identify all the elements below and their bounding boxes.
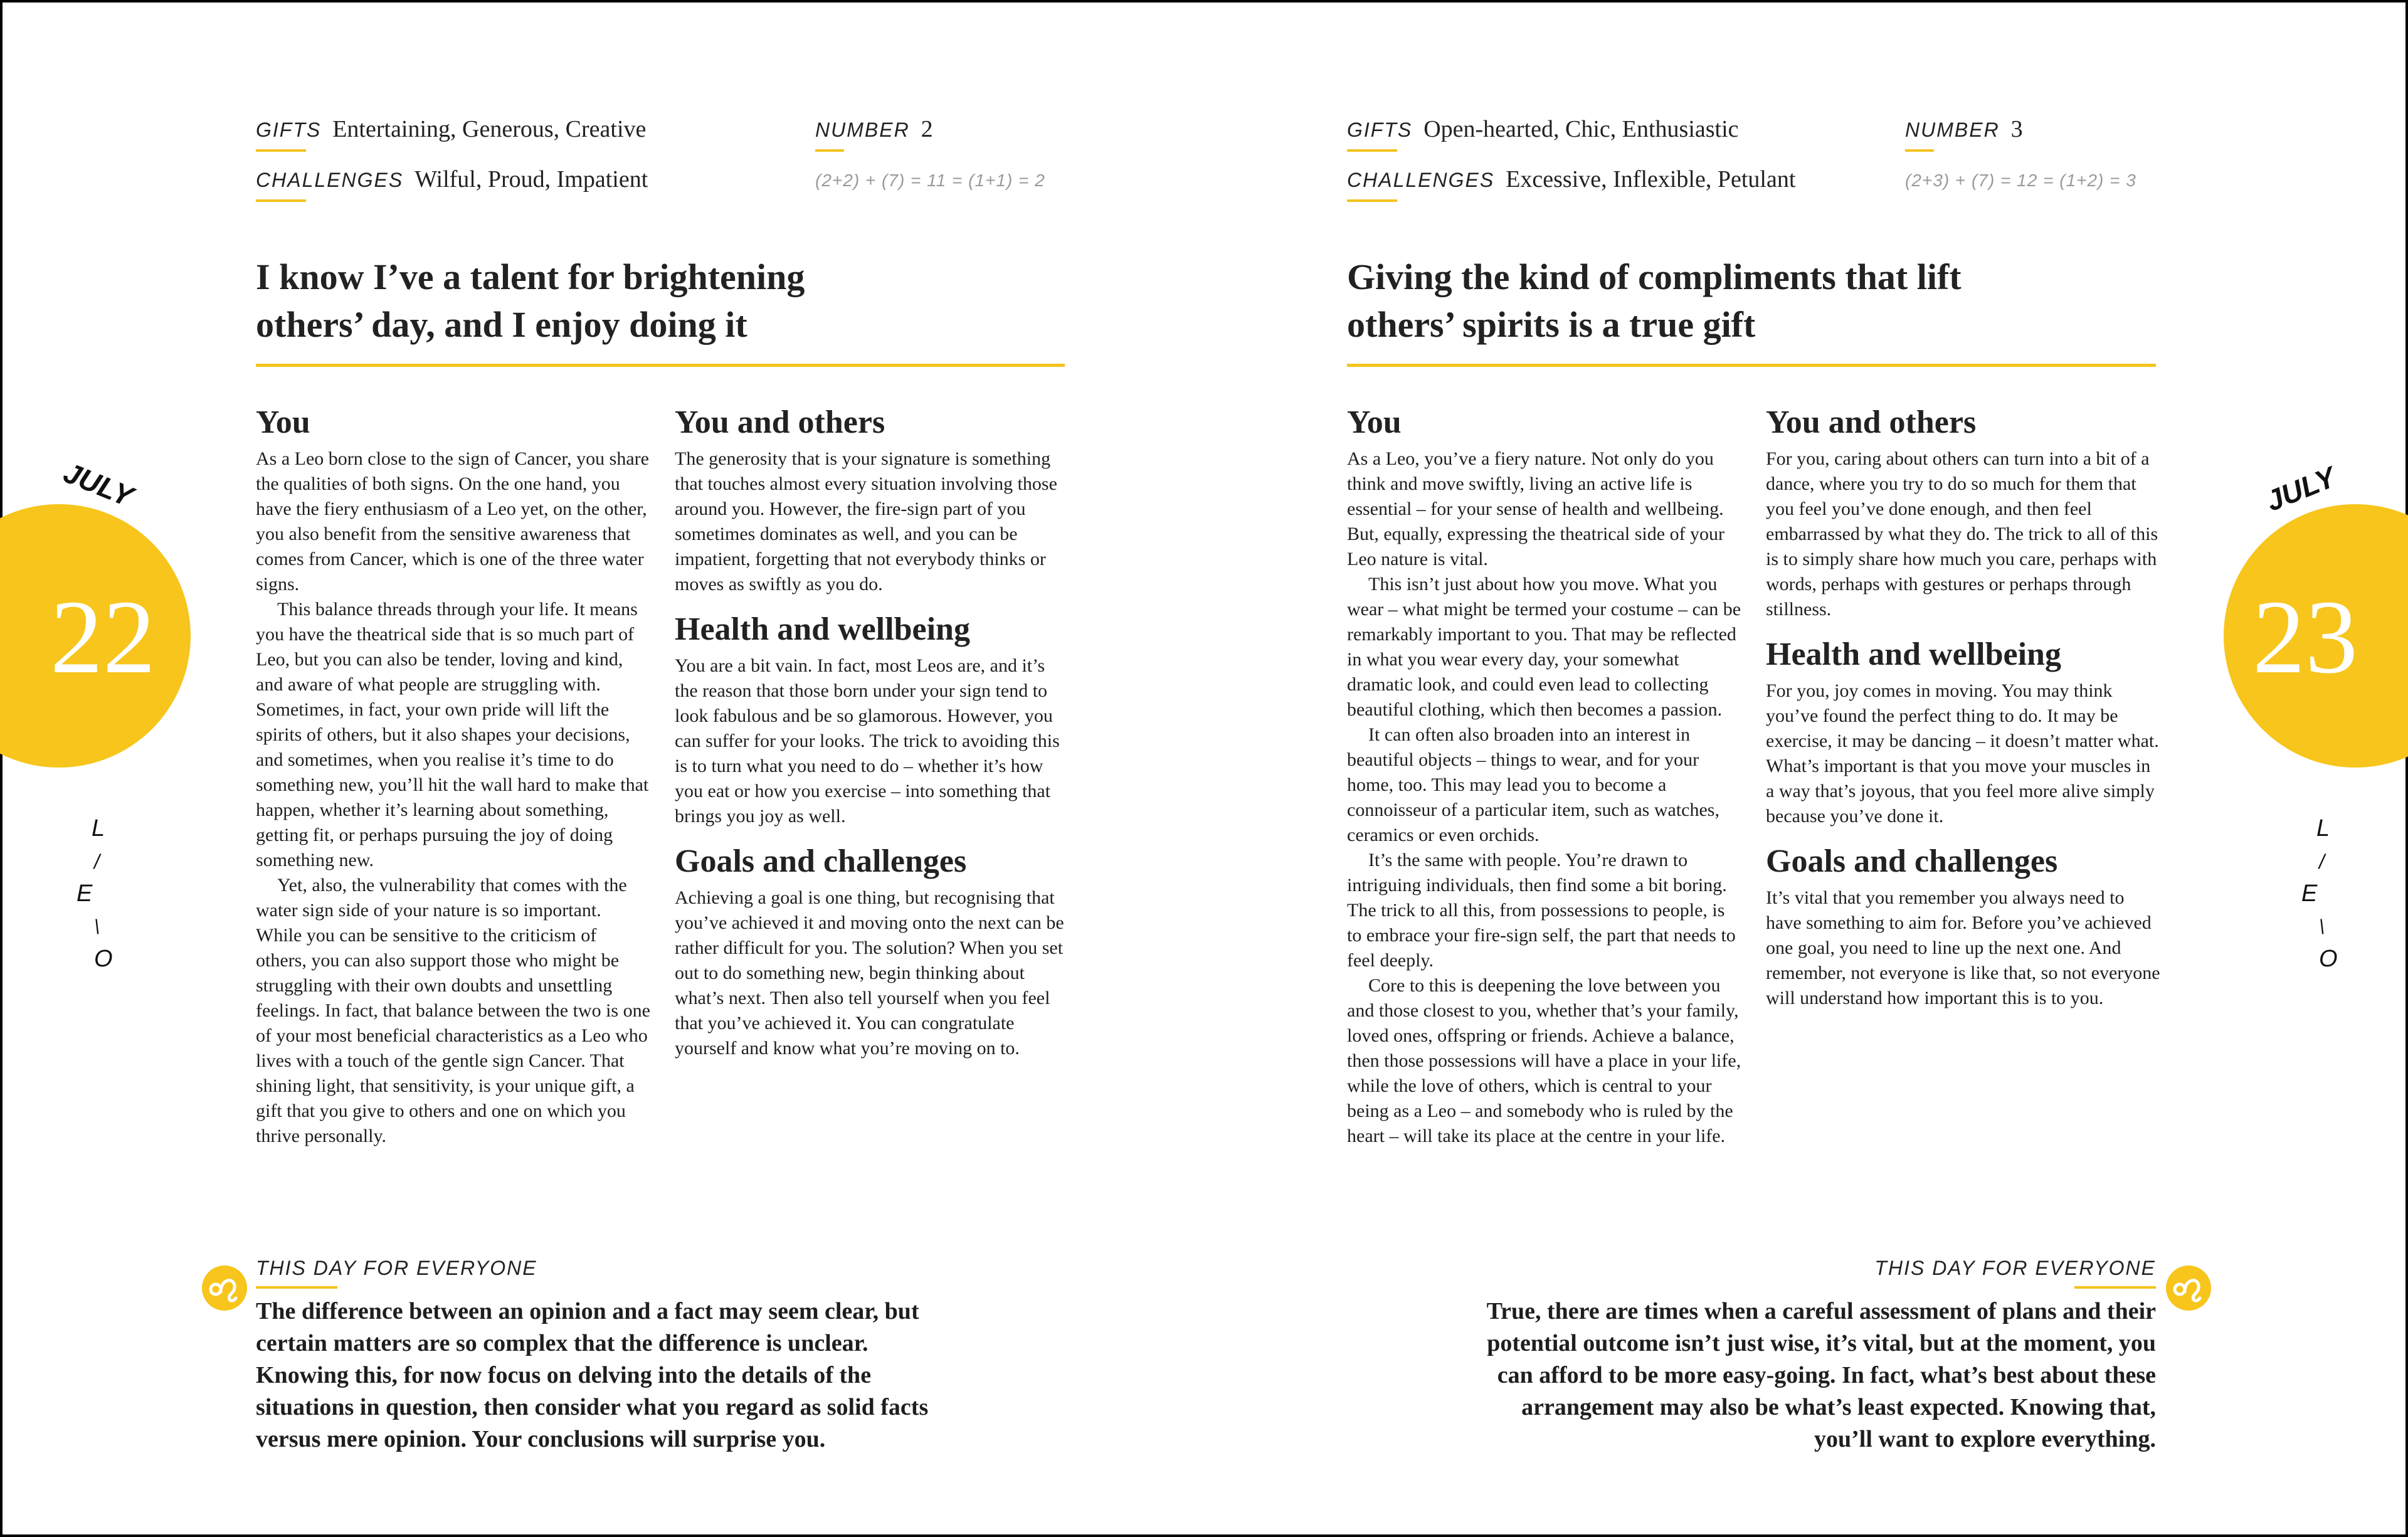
number-field [815,115,933,152]
paragraph: As a Leo, you’ve a fiery nature. Not only do you think and move swiftly, living an active life is essential – for your sense of health and wellbeing. But, equally, expressing the theatrical side of your Leo nature is vital. [1347,448,1725,569]
paragraph: Achieving a goal is one thing, but recognising that you’ve achieved it and moving onto the next can be rather difficult for you. The solution? When you set out to do something new, begin thinking about what’s next. Then also tell yourself when you feel that you’ve achieved it. You can congratulate yourself and know what you’re moving on to. [675,887,1064,1059]
number-calculation: (2+3) + (7) = 12 = (1+2) = 3 [1905,171,2136,190]
gifts-value: Entertaining, Generous, Creative [332,116,647,142]
section-title: Health and wellbeing [1766,636,2061,672]
paragraph: As a Leo born close to the sign of Cancer, you share the qualities of both signs. On the one hand, you have the fiery enthusiasm of a Leo yet, on the other, you also benefit from the sensitive awareness that comes from Cancer, which is one of the three water signs. [256,448,649,594]
paragraph: This balance threads through your life. It means you have the theatrical side that is so much part of Leo, but you can also be tender, loving and kind, and aware of what people are struggling with. Sometimes, in fact, your own pride will lift the spirits of others, but it also shapes your decisions, and sometimes, when you realise it’s time to do something new, you’ll hit the wall hard to make that happen, whether it’s learning about something, getting fit, or perhaps pursuing the joy of doing something new. [256,599,649,870]
section-you [1347,404,1742,1149]
everyone-text: The difference between an opinion and a fact may seem clear, but certain matters are so complex that the difference is unclear. Knowing this, for now focus on delving into the details of the situations in question, then consider what you regard as solid facts versus mere opinion. Your conclusions will surprise you. [256,1298,929,1452]
headline-line: I know I’ve a talent for brightening [256,256,805,297]
sign-letter: \ [94,916,100,938]
paragraph: You are a bit vain. In fact, most Leos are, and it’s the reason that those born under your sign tend to look fabulous and be so glamorous. However, you can suffer for your looks. The trick to avoiding this is to turn what you need to do – whether it’s how you eat or how you exercise – into something that brings you joy as well. [675,655,1060,827]
number-underline [815,149,844,152]
gifts-value: Open-hearted, Chic, Enthusiastic [1423,116,1739,142]
headline-rule [256,364,1065,367]
headline-rule [1347,364,2156,367]
everyone-label: THIS DAY FOR EVERYONE [256,1257,537,1279]
section-you-and-others [1766,404,2161,622]
section-body [256,446,651,1149]
headline-line: others’ spirits is a true gift [1347,304,1756,345]
section-goals [1766,843,2161,1011]
page-headline [256,253,1071,349]
gifts-underline [1347,149,1397,152]
section-title: You and others [675,404,885,440]
challenges-value: Wilful, Proud, Impatient [415,166,648,193]
everyone-label: THIS DAY FOR EVERYONE [1874,1257,2156,1279]
challenges-label: CHALLENGES [256,169,404,191]
paragraph: This isn’t just about how you move. What you wear – what might be termed your costume – can be remarkably important to you. That may be reflected in what you wear every day, your somewhat dramatic look, and could even lead to collecting beautiful clothing, which then becomes a passion. [1347,574,1741,720]
number-label: NUMBER [1905,119,2000,141]
section-goals [675,843,1070,1061]
challenges-label: CHALLENGES [1347,169,1495,191]
section-body [675,885,1070,1061]
month-label: JULY [59,455,138,513]
sign-letter: / [2319,850,2325,873]
number-field [1905,115,2023,152]
gifts-underline [256,149,306,152]
column-right [1766,404,2161,1025]
page-headline [1347,253,2162,349]
gifts-label: GIFTS [1347,119,1413,141]
everyone-label-field [1821,1257,2156,1289]
month-label: JULY [2261,460,2340,518]
everyone-underline [256,1286,337,1289]
sign-letter: \ [2319,916,2325,938]
column-left [256,404,651,1163]
column-right [675,404,1070,1075]
gifts-label: GIFTS [256,119,322,141]
day-number: 22 [50,579,156,695]
sign-letter: L [2316,815,2330,842]
everyone-underline [2074,1286,2156,1289]
sign-letter: L [92,815,105,842]
sign-letter: O [2319,946,2338,972]
challenges-field [1347,166,1795,202]
everyone-text: True, there are times when a careful assessment of plans and their potential outcome isn’t just wise, it’s vital, but at the moment, you can afford to be more easy-going. In fact, what’s best about these arrangement may also be what’s least expected. Knowing that, you’ll want to explore everything. [1486,1298,2156,1452]
section-title: You and others [1766,404,1977,440]
challenges-value: Excessive, Inflexible, Petulant [1506,166,1796,193]
paragraph: It can often also broaden into an interest in beautiful objects – things to wear, and for your home, too. This may lead you to become a connoisseur of a particular item, such as watches, ceramics or even orchids. [1347,724,1719,845]
headline-line: others’ day, and I enjoy doing it [256,304,747,345]
number-label: NUMBER [815,119,910,141]
challenges-underline [1347,199,1397,202]
leo-symbol-icon [202,1265,247,1311]
column-left [1347,404,1742,1163]
number-underline [1905,149,1934,152]
sign-letter: O [94,946,113,972]
section-health [1766,636,2161,829]
section-body [1766,679,2161,829]
section-title: Health and wellbeing [675,611,970,647]
headline-line: Giving the kind of compliments that lift [1347,256,1962,297]
number-value: 3 [2010,116,2023,142]
number-value: 2 [921,116,933,142]
section-you-and-others [675,404,1070,597]
section-body [1766,885,2161,1011]
number-calculation: (2+2) + (7) = 11 = (1+1) = 2 [815,171,1045,190]
section-health [675,611,1070,829]
day-number: 23 [2252,579,2358,695]
sign-letter: E [2301,880,2318,907]
paragraph: It’s the same with people. You’re drawn to intriguing individuals, then find some a bit boring. The trick to all this, from possessions to people, is to embrace your fire-sign self, the part that needs to feel deeply. [1347,850,1736,971]
everyone-label-field [256,1257,537,1289]
sign-letter: E [77,880,93,907]
section-you [256,404,651,1149]
challenges-field [256,166,648,202]
section-title: Goals and challenges [1766,843,2058,879]
gifts-field [1347,115,1739,152]
sign-letter: / [94,850,100,873]
section-body [675,653,1070,829]
challenges-underline [256,199,306,202]
section-body [1347,446,1742,1149]
section-body [1766,446,2161,622]
paragraph: Core to this is deepening the love between you and those closest to you, whether that’s your family, loved ones, offspring or friends. Achieve a balance, then those possessions will have a place in your life, while the love of others, which is central to your being as a Leo – and somebody who is ruled by the heart – will take its place at the centre in your life. [1347,975,1741,1146]
paragraph: It’s vital that you remember you always need to have something to aim for. Before you’ve achieved one goal, you need to line up the next one. And remember, not everyone is like that, so not everyone will understand how important this is to you. [1766,887,2160,1008]
section-body [675,446,1070,597]
section-title: You [256,404,310,440]
section-title: Goals and challenges [675,843,967,879]
paragraph: The generosity that is your signature is something that touches almost every situation involving those around you. However, the fire-sign part of you sometimes dominates as well, and you can be impatient, forgetting that not everybody thinks or moves as swiftly as you do. [675,448,1057,594]
section-title: You [1347,404,1402,440]
paragraph: For you, joy comes in moving. You may think you’ve found the perfect thing to do. It may be exercise, it may be dancing – it doesn’t matter what. What’s important is that you move your muscles in a way that’s joyous, that you feel more alive simply because you’ve done it. [1766,680,2159,827]
paragraph: For you, caring about others can turn into a bit of a dance, where you try to do so much for them that you feel you’ve done enough, and then feel embarrassed by what they do. The trick to all of this is to simply share how much you care, perhaps with words, perhaps with gestures or perhaps through stillness. [1766,448,2158,620]
paragraph: Yet, also, the vulnerability that comes with the water sign side of your nature is so important. While you can be sensitive to the criticism of others, you can also support those who might be struggling with their own doubts and unsettling feelings. In fact, that balance between the two is one of your most beneficial characteristics as a Leo who lives with a touch of the gentle sign Cancer. That shining light, that sensitivity, is your unique gift, a gift that you give to others and one on which you thrive personally. [256,875,650,1146]
leo-symbol-icon [2166,1265,2211,1311]
gifts-field [256,115,646,152]
